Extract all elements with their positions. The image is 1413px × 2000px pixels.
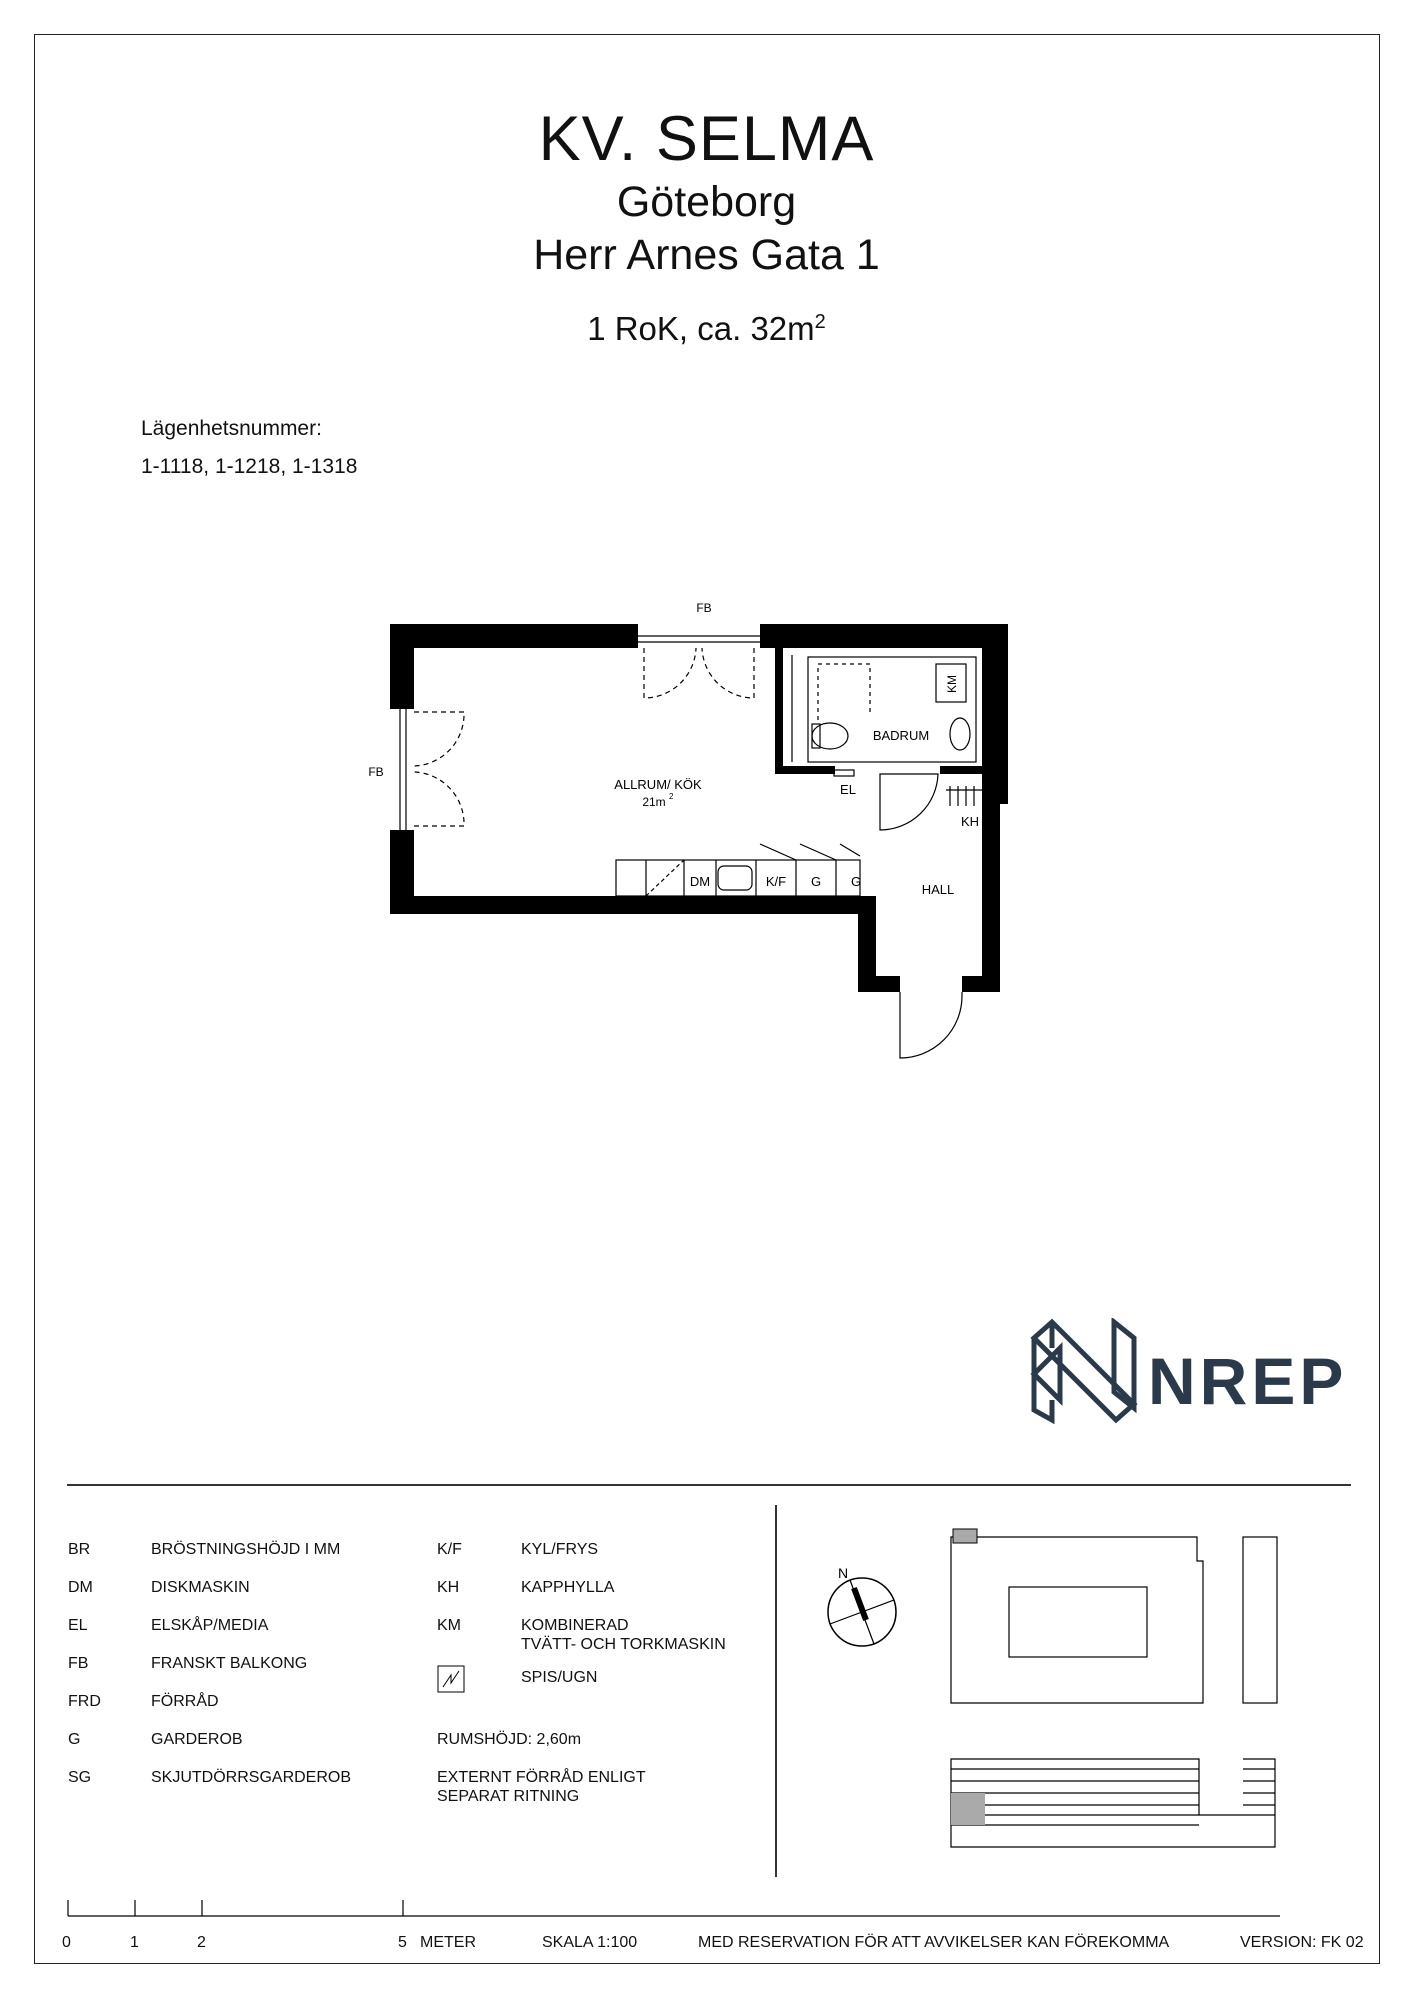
fb-top-door-right (702, 648, 754, 698)
label-living-area: 21m (642, 795, 666, 809)
compass-needle (854, 1588, 866, 1620)
site-highlight-elevation (951, 1793, 985, 1825)
wall-bottom (390, 896, 876, 914)
toilet (812, 723, 848, 749)
legend-desc-frd: FÖRRÅD (151, 1693, 219, 1710)
apartment-numbers: 1-1118, 1-1218, 1-1318 (141, 455, 358, 478)
city: Göteborg (616, 178, 797, 226)
legend-desc-km-line2: TVÄTT- OCH TORKMASKIN (521, 1636, 726, 1653)
compass-north-label: N (838, 1565, 849, 1581)
project-title: KV. SELMA (538, 104, 875, 174)
legend-code-sg: SG (68, 1769, 92, 1786)
legend-code-frd: FRD (68, 1693, 101, 1710)
site-building-side (1243, 1537, 1277, 1703)
compass (818, 1556, 908, 1656)
wall-top-right (760, 624, 1008, 648)
scale-bar (60, 1894, 1290, 1924)
scale-tick-2: 2 (197, 1934, 206, 1951)
label-g2: G (850, 874, 862, 889)
nrep-logo (1030, 1318, 1350, 1428)
scale-unit: METER (420, 1934, 476, 1951)
wall-left-upper (390, 624, 414, 709)
wall-bath-bottom-right (940, 766, 982, 774)
wall-top-left (390, 624, 638, 648)
stove-icon (437, 1665, 465, 1693)
label-living-room: ALLRUM/ KÖK (614, 777, 702, 792)
wall-entry-left (858, 976, 900, 992)
label-kf: K/F (765, 874, 787, 889)
legend-code-dm: DM (68, 1579, 93, 1596)
legend-desc-el: ELSKÅP/MEDIA (151, 1617, 269, 1634)
legend-desc-km: KOMBINERAD (521, 1617, 629, 1634)
legend-code-br: BR (68, 1541, 91, 1558)
version-label: VERSION: FK 02 (1240, 1934, 1364, 1951)
legend-divider (67, 1484, 1351, 1486)
sink (718, 866, 752, 890)
scale-tick-1: 1 (130, 1934, 139, 1951)
label-bathroom: BADRUM (872, 728, 930, 743)
room-height: RUMSHÖJD: 2,60m (437, 1731, 582, 1748)
reservation-note: MED RESERVATION FÖR ATT AVVIKELSER KAN FÖREKOMMA (698, 1934, 1170, 1951)
label-fb-left: FB (368, 765, 384, 779)
wall-bath-bottom-left (775, 766, 835, 774)
nrep-logo-text: NREP (1148, 1344, 1348, 1418)
legend-desc-sg: SKJUTDÖRRSGARDEROB (151, 1769, 352, 1786)
fb-left-door-bottom (414, 772, 464, 826)
wall-right-lower (982, 800, 1000, 992)
label-km: KM (945, 675, 959, 693)
legend-desc-stove: SPIS/UGN (521, 1669, 598, 1686)
legend-desc-br: BRÖSTNINGSHÖJD I MM (151, 1541, 341, 1558)
fixtures (400, 636, 982, 1058)
scale-tick-0: 0 (62, 1934, 71, 1951)
legend-desc-kf: KYL/FRYS (521, 1541, 599, 1558)
wall-bath-left (775, 648, 783, 774)
el-cabinet (834, 770, 854, 776)
label-living-area-sup: 2 (669, 792, 674, 801)
site-elevation (951, 1759, 1275, 1847)
walls (390, 624, 1008, 992)
site-building-plan (951, 1537, 1203, 1703)
legend-desc-fb: FRANSKT BALKONG (151, 1655, 308, 1672)
label-el: EL (840, 782, 856, 797)
legend-desc-dm: DISKMASKIN (151, 1579, 250, 1596)
shower-area (818, 664, 870, 720)
scale-tick-5: 5 (398, 1934, 407, 1951)
legend-vertical-divider (775, 1505, 777, 1877)
external-storage-line1: EXTERNT FÖRRÅD ENLIGT (437, 1769, 646, 1786)
label-hall: HALL (921, 882, 955, 897)
legend-code-kh: KH (437, 1579, 460, 1596)
wall-right-upper (982, 624, 1008, 804)
fb-left-door-top (414, 712, 464, 766)
label-dm: DM (689, 874, 711, 889)
washbasin (950, 718, 970, 750)
nrep-logo-mark (1034, 1322, 1134, 1420)
legend-code-g: G (68, 1731, 81, 1748)
size-superscript: 2 (814, 311, 826, 333)
legend-code-el: EL (68, 1617, 88, 1634)
legend-code-fb: FB (68, 1655, 89, 1672)
address: Herr Arnes Gata 1 (533, 231, 880, 279)
label-fb-top: FB (696, 601, 712, 615)
legend-code-km: KM (437, 1617, 461, 1634)
scale-ratio: SKALA 1:100 (542, 1934, 638, 1951)
bathroom-door (880, 774, 938, 830)
site-courtyard (1009, 1587, 1147, 1657)
size-text: 1 RoK, ca. 32m (587, 310, 815, 347)
label-g1: G (810, 874, 822, 889)
legend-code-kf: K/F (437, 1541, 462, 1558)
fb-top-door-left (644, 648, 696, 698)
external-storage-line2: SEPARAT RITNING (437, 1788, 580, 1805)
coat-rack (946, 786, 982, 806)
site-highlight-plan (953, 1529, 977, 1543)
site-key-plan (945, 1525, 1285, 1865)
label-kh: KH (960, 814, 980, 829)
apartment-numbers-label: Lägenhetsnummer: (141, 417, 322, 440)
bathroom-outline (808, 657, 976, 762)
legend-desc-kh: KAPPHYLLA (521, 1579, 615, 1596)
legend-desc-g: GARDEROB (151, 1731, 243, 1748)
entry-door (900, 992, 962, 1058)
